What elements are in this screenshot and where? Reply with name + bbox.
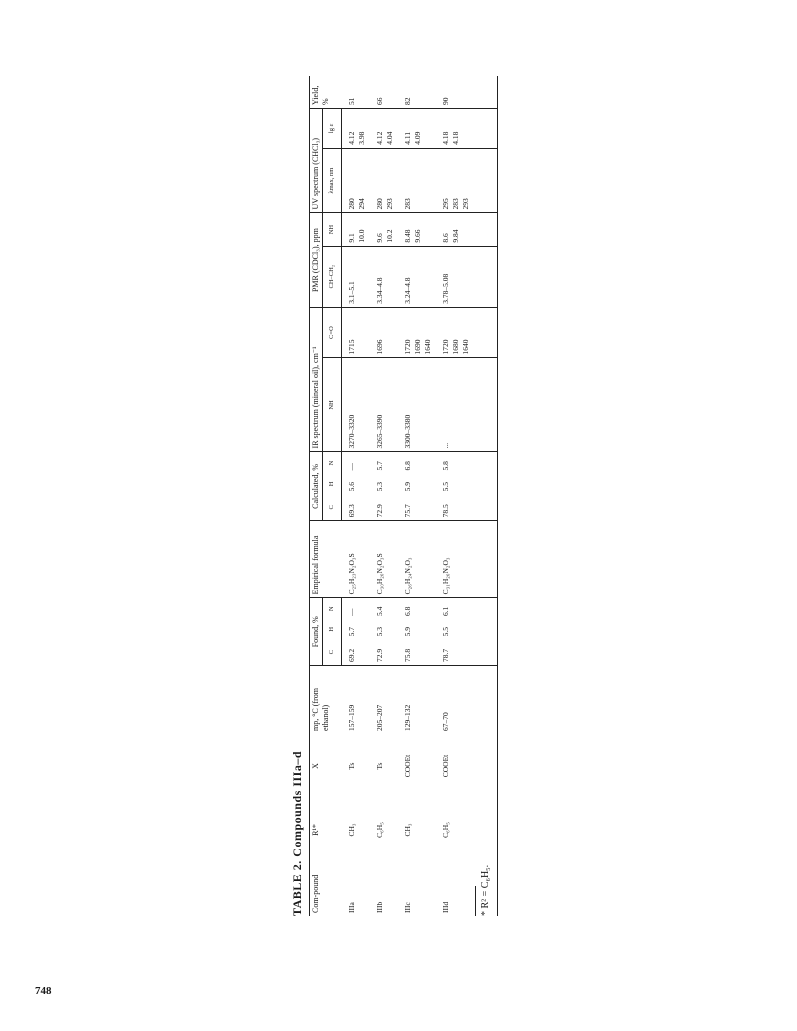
cell-pmr-nh <box>436 213 498 246</box>
cell-compound: IIIa <box>346 902 356 913</box>
table-row <box>398 76 436 916</box>
header-mp: mp, °C (from ethanol) <box>310 666 342 735</box>
cell-x: Ts <box>375 762 384 770</box>
cell-r1: C₆H₅ <box>375 822 384 838</box>
cell-uv-lg-value: 4.12 <box>375 131 384 145</box>
cell-calc-h: 5.6 <box>347 481 356 492</box>
cell-ir-co-value: 1720 <box>441 339 450 355</box>
cell-r1: CH₃ <box>403 823 412 837</box>
cell-pmr-nh-value: 9.84 <box>451 229 460 243</box>
cell-uv-lambda-value: 294 <box>357 198 366 210</box>
cell-ir-co <box>436 307 498 358</box>
cell-calc-h: 5.3 <box>375 481 384 492</box>
cell-uv-lg-value: 4.18 <box>441 131 450 145</box>
cell-calc-c: 72.9 <box>370 494 398 521</box>
cell-pmr-ch: 3.34–4.8 <box>370 246 398 307</box>
cell-formula: C₃₀H₂₆N₂O₃S <box>370 521 398 598</box>
cell-calc-n: 5.8 <box>436 452 498 474</box>
cell-r1: C₆H₅ <box>436 798 498 862</box>
cell-uv-lambda-value: 280 <box>375 198 384 210</box>
cell-calc-c: 69.3 <box>342 494 371 521</box>
header-uv-lg: lg ε <box>323 109 342 149</box>
table-row <box>370 76 398 916</box>
cell-compound: IIIc <box>403 902 412 913</box>
cell-uv-lambda-value: 283 <box>451 198 460 210</box>
header-found-n: N <box>323 598 342 619</box>
cell-found-n: — <box>347 608 356 616</box>
cell-ir-co-value: 1696 <box>375 339 384 355</box>
cell-formula: C₃₁H₂₆N₂O₃ <box>436 521 498 598</box>
cell-uv-lg <box>398 109 436 149</box>
cell-pmr-ch: 3.24–4.8 <box>398 246 436 307</box>
cell-ir-co <box>342 307 371 358</box>
header-r1: R¹* <box>310 798 342 862</box>
cell-mp: 205–207 <box>375 704 384 731</box>
cell-ir-nh: 3265–3390 <box>370 358 398 452</box>
cell-uv-lambda <box>342 148 371 213</box>
cell-formula: C₂₆H₂₄N₂O₃ <box>398 521 436 598</box>
cell-uv-lg-value: 4.12 <box>347 131 356 145</box>
header-x: X <box>310 734 342 798</box>
cell-pmr-nh-value: 8.48 <box>403 229 412 243</box>
header-uv: UV spectrum (CHCl₃) <box>310 109 323 213</box>
cell-ir-co <box>370 307 398 358</box>
cell-uv-lg <box>370 109 398 149</box>
cell-pmr-ch: 3.78–5.08 <box>436 246 498 307</box>
header-calc-c: C <box>323 494 342 521</box>
cell-uv-lambda-value: 293 <box>461 198 470 210</box>
rotated-table-container <box>290 76 500 916</box>
table-rotated-frame <box>290 76 500 916</box>
cell-compound: IIId <box>436 862 498 916</box>
cell-ir-nh: 3300–3380 <box>398 358 436 452</box>
cell-x: COOEt <box>403 754 412 778</box>
cell-pmr-nh-value: 10.2 <box>385 229 394 243</box>
cell-yield: 90 <box>436 76 498 109</box>
cell-x: Ts <box>346 762 356 770</box>
table-row <box>436 76 498 916</box>
cell-found-c: 72.9 <box>370 639 398 665</box>
cell-ir-nh: ... <box>436 358 498 452</box>
cell-mp: 157–159 <box>346 704 356 731</box>
cell-found-c: 75.8 <box>398 639 436 665</box>
cell-found-h: 5.5 <box>436 619 498 639</box>
header-ir-co: C=O <box>323 307 342 358</box>
cell-pmr-nh <box>398 213 436 246</box>
cell-calc-h: 5.9 <box>403 481 412 492</box>
compounds-table <box>309 76 498 916</box>
cell-calc-c: 78.5 <box>436 494 498 521</box>
cell-found-n: 5.4 <box>375 606 384 616</box>
cell-calc-n: 5.7 <box>375 461 384 471</box>
cell-pmr-nh-value: 9.6 <box>375 233 384 243</box>
cell-pmr-nh-value: 8.6 <box>441 233 450 243</box>
cell-uv-lg-value: 4.11 <box>403 131 412 145</box>
header-calc-n: N <box>323 452 342 474</box>
cell-found-h: 5.9 <box>403 627 412 637</box>
cell-calc-h: 5.5 <box>436 474 498 495</box>
cell-pmr-nh-value: 9.66 <box>413 229 422 243</box>
cell-uv-lambda-value: 283 <box>403 198 412 210</box>
cell-uv-lambda <box>398 148 436 213</box>
header-found-c: C <box>323 639 342 665</box>
header-pmr-nh: NH <box>323 213 342 246</box>
cell-uv-lg-value: 4.04 <box>385 131 394 145</box>
cell-uv-lg-value: 4.18 <box>451 131 460 145</box>
header-yield: Yield, % <box>310 76 342 109</box>
table-body <box>342 76 498 916</box>
cell-mp: 67–70 <box>436 666 498 735</box>
cell-r1: CH₃ <box>346 823 356 837</box>
footnote-rule <box>475 886 476 916</box>
cell-ir-co-value: 1720 <box>403 339 412 355</box>
cell-uv-lg-value: 4.09 <box>413 131 422 145</box>
table-row <box>342 76 371 916</box>
header-ir-nh: NH <box>323 358 342 452</box>
cell-yield: 82 <box>398 76 436 109</box>
cell-uv-lg <box>436 109 498 149</box>
cell-found-h: 5.3 <box>375 627 384 637</box>
table-caption: TABLE 2. Compounds IIIa–d <box>290 750 304 916</box>
cell-yield: 66 <box>370 76 398 109</box>
cell-found-c: 69.2 <box>342 639 371 665</box>
cell-pmr-nh-value: 9.1 <box>347 233 356 243</box>
cell-pmr-ch: 3.1–5.1 <box>342 246 371 307</box>
page-number: 748 <box>35 985 52 997</box>
cell-x: COOEt <box>436 734 498 798</box>
cell-uv-lambda <box>370 148 398 213</box>
cell-found-h: 5.7 <box>347 627 356 637</box>
header-pmr-ch: CH–CH₂ <box>323 246 342 307</box>
cell-pmr-nh <box>370 213 398 246</box>
cell-ir-co-value: 1690 <box>413 339 422 355</box>
cell-mp: 129–132 <box>403 704 412 731</box>
cell-uv-lambda-value: 295 <box>441 198 450 210</box>
cell-uv-lambda <box>436 148 498 213</box>
header-calc-h: H <box>323 474 342 495</box>
cell-ir-co-value: 1640 <box>423 339 432 355</box>
cell-found-n: 6.8 <box>403 606 412 616</box>
header-formula: Empirical formula <box>310 521 342 598</box>
header-pmr: PMR (CDCl₃), ppm <box>310 213 323 307</box>
cell-compound: IIIb <box>375 901 384 913</box>
cell-yield: 51 <box>342 76 371 109</box>
cell-ir-co-value: 1680 <box>451 339 460 355</box>
cell-ir-co <box>398 307 436 358</box>
cell-uv-lambda-value: 293 <box>385 198 394 210</box>
header-uv-lambda: λmax, nm <box>323 148 342 213</box>
cell-pmr-nh <box>342 213 371 246</box>
footnote: * R² = C₆H₅. <box>480 864 491 916</box>
header-calculated: Calculated, % <box>310 452 323 521</box>
cell-found-n: 6.1 <box>436 598 498 619</box>
cell-found-c: 78.7 <box>436 639 498 665</box>
cell-ir-co-value: 1715 <box>347 339 356 355</box>
header-ir: IR spectrum (mineral oil), cm⁻¹ <box>310 307 323 452</box>
cell-uv-lambda-value: 280 <box>347 198 356 210</box>
cell-calc-n: 6.8 <box>403 461 412 471</box>
cell-ir-co-value: 1640 <box>461 339 470 355</box>
cell-uv-lg-value: 3.98 <box>357 131 366 145</box>
header-found: Found, % <box>310 598 323 666</box>
cell-formula: C₂₅H₂₃N₂O₃S <box>342 521 371 598</box>
cell-ir-nh: 3270–3320 <box>342 358 371 452</box>
header-found-h: H <box>323 619 342 639</box>
cell-calc-c: 75.7 <box>398 494 436 521</box>
cell-calc-n: — <box>347 463 356 471</box>
cell-uv-lg <box>342 109 371 149</box>
cell-pmr-nh-value: 10.0 <box>357 229 366 243</box>
header-compound: Com-pound <box>310 862 342 916</box>
